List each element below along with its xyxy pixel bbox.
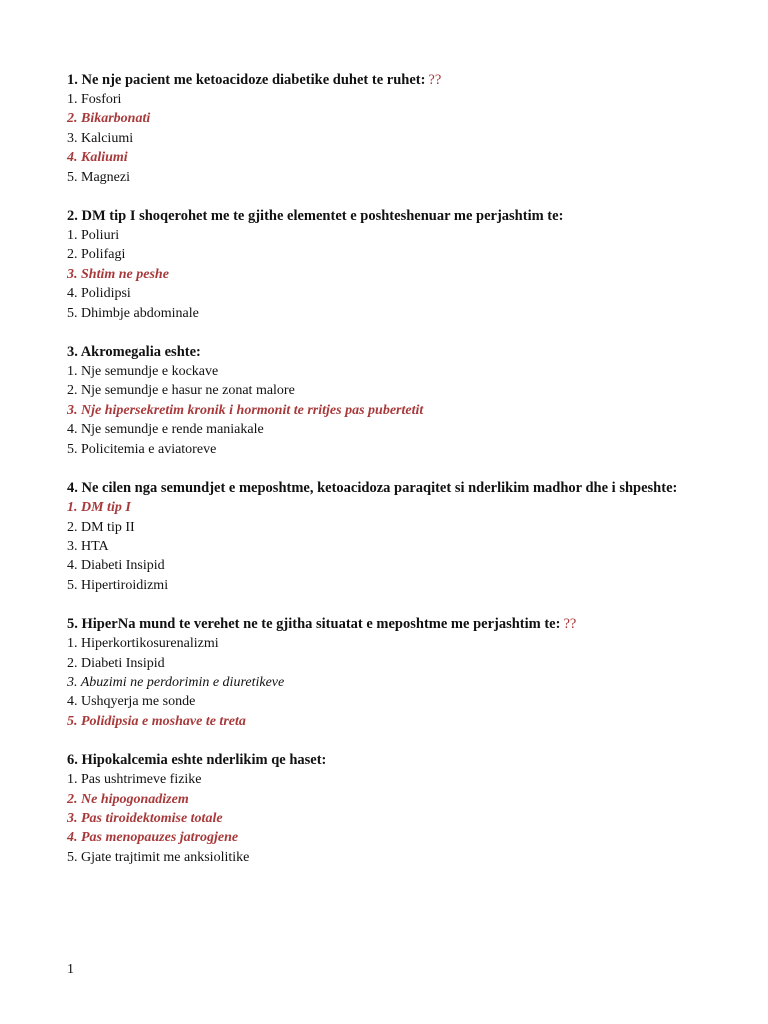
document-body [67,70,707,886]
uncertainty-mark: ?? [428,72,442,88]
option-answer: 3. Pas tiroidektomise totale [67,810,223,826]
question-2 [67,206,707,323]
question-1 [67,70,707,187]
question-title [67,206,707,226]
option: 1. Fosfori [67,92,122,107]
option: 1. Poliuri [67,228,120,244]
question-number: 2. [67,208,78,225]
question-text: Akromegalia eshte: [80,344,201,361]
option-answer: 1. DM tip I [67,500,131,516]
option: 1. Nje semundje e kockave [67,364,219,380]
option-answer: 5. Polidipsia e moshave te treta [67,713,246,729]
question-title [67,750,707,770]
uncertainty-mark: ?? [563,616,577,633]
option: 2. Polifagi [67,247,126,263]
option: 4. Polidipsi [67,286,131,302]
question-title [67,614,707,634]
question-5 [67,614,707,731]
option-answer: 2. Bikarbonati [67,111,151,127]
option: 4. Diabeti Insipid [67,558,165,574]
option-answer: 3. Shtim ne peshe [67,266,169,282]
question-text: Ne cilen nga semundjet e meposhtme, ketoacidoza paraqitet si nderlikim madhor dhe i shpeshte: [81,480,678,497]
question-title [67,478,707,498]
question-number: 3. [67,344,78,361]
question-text: Ne nje pacient me ketoacidoze diabetike duhet te ruhet: [81,72,426,88]
question-number: 6. [67,752,78,769]
option-answer: 3. Nje hipersekretim kronik i hormonit te rritjes pas pubertetit [67,402,424,418]
question-title [67,70,707,90]
option: 5. Policitemia e aviatoreve [67,441,217,457]
question-3 [67,342,707,459]
option: 4. Nje semundje e rende maniakale [67,422,264,438]
question-number: 1. [67,72,78,88]
option: 2. DM tip II [67,519,135,535]
option: 5. Magnezi [67,169,130,185]
page-number: 1 [67,962,74,977]
question-title [67,342,707,362]
option: 3. Kalciumi [67,130,134,146]
option: 1. Pas ushtrimeve fizike [67,772,202,788]
question-4 [67,478,707,595]
question-6 [67,750,707,867]
option-answer: 2. Ne hipogonadizem [67,791,189,807]
option-answer: 4. Pas menopauzes jatrogjene [67,830,239,846]
option: 5. Dhimbje abdominale [67,305,199,321]
option: 1. Hiperkortikosurenalizmi [67,636,219,652]
question-text: Hipokalcemia eshte nderlikim qe haset: [81,752,327,769]
option: 5. Gjate trajtimit me anksiolitike [67,849,250,865]
option-italic: 3. Abuzimi ne perdorimin e diuretikeve [67,674,285,690]
option: 2. Nje semundje e hasur ne zonat malore [67,383,295,399]
question-number: 5. [67,616,78,633]
option-answer: 4. Kaliumi [67,150,128,166]
question-text: HiperNa mund te verehet ne te gjitha situatat e meposhtme me perjashtim te: [81,616,561,633]
option: 4. Ushqyerja me sonde [67,694,196,710]
option: 5. Hipertiroidizmi [67,577,169,593]
option: 2. Diabeti Insipid [67,655,165,671]
option: 3. HTA [67,538,109,554]
question-number: 4. [67,480,78,497]
question-text: DM tip I shoqerohet me te gjithe elementet e poshteshenuar me perjashtim te: [81,208,564,225]
